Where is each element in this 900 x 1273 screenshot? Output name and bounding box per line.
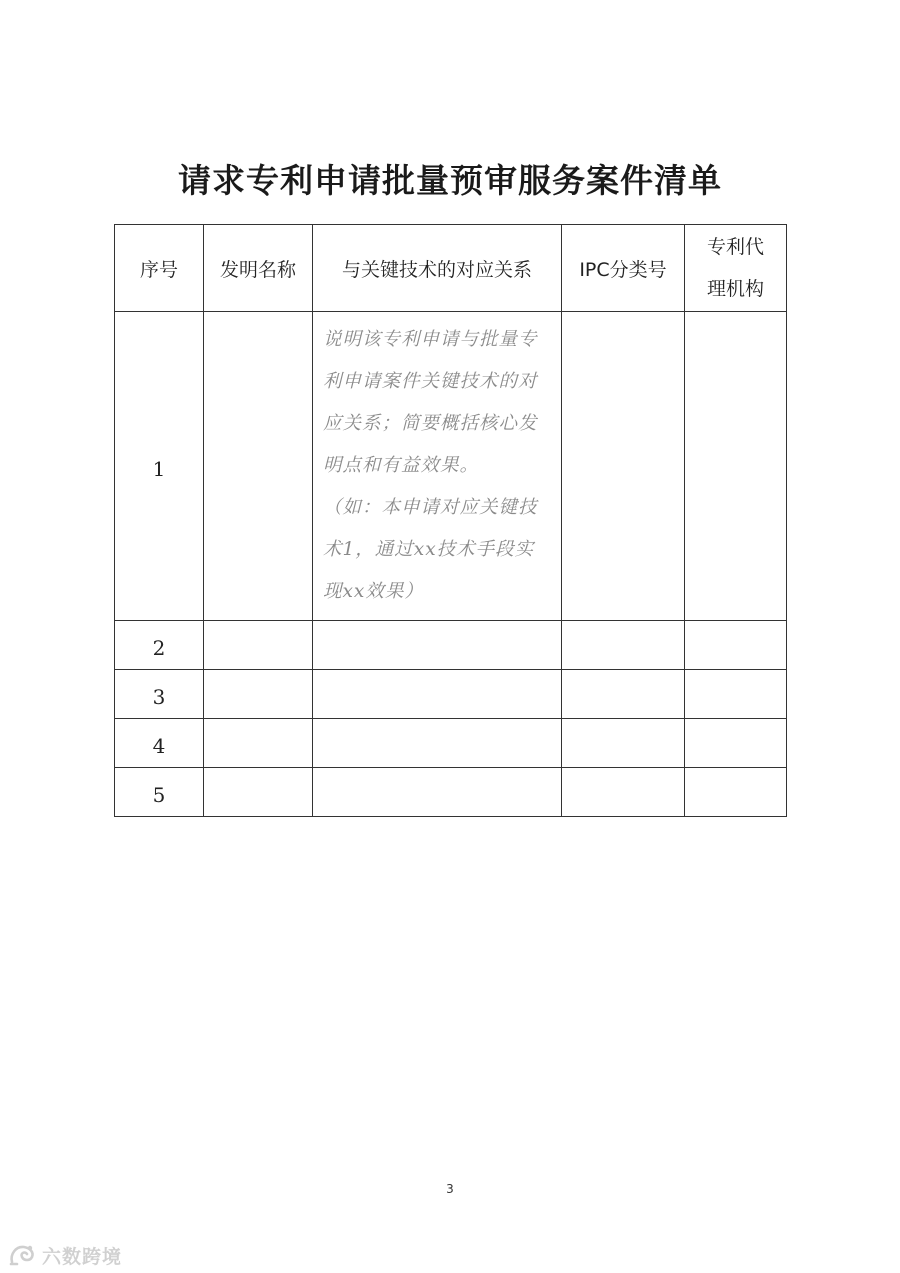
cell-key-tech-relation[interactable] bbox=[313, 670, 562, 719]
cell-invention-name[interactable] bbox=[204, 670, 313, 719]
header-key-tech-relation: 与关键技术的对应关系 bbox=[313, 225, 562, 312]
table-row bbox=[115, 719, 787, 768]
cell-ipc-class[interactable] bbox=[562, 719, 685, 768]
cell-patent-agency[interactable] bbox=[685, 768, 787, 817]
cell-patent-agency[interactable] bbox=[685, 670, 787, 719]
header-patent-agency bbox=[685, 225, 787, 312]
cell-invention-name[interactable] bbox=[204, 312, 313, 621]
table-row bbox=[115, 621, 787, 670]
relation-example-text: （如：本申请对应关键技术1，通过xx技术手段实现xx效果） bbox=[323, 497, 538, 602]
cell-patent-agency[interactable] bbox=[685, 312, 787, 621]
header-seq: 序号 bbox=[115, 225, 204, 312]
cell-ipc-class[interactable] bbox=[562, 768, 685, 817]
case-list-table bbox=[114, 224, 787, 817]
header-agency-line2: 理机构 bbox=[706, 278, 764, 300]
dragon-logo-icon bbox=[8, 1242, 38, 1268]
watermark-text: 六数跨境 bbox=[42, 1245, 123, 1268]
cell-patent-agency[interactable] bbox=[685, 719, 787, 768]
relation-hint-text: 说明该专利申请与批量专利申请案件关键技术的对应关系；简要概括核心发明点和有益效果。 bbox=[323, 329, 538, 476]
table-row bbox=[115, 312, 787, 621]
cell-key-tech-relation[interactable] bbox=[313, 621, 562, 670]
watermark bbox=[8, 1240, 122, 1270]
cell-invention-name[interactable] bbox=[204, 621, 313, 670]
cell-ipc-class[interactable] bbox=[562, 621, 685, 670]
cell-ipc-class[interactable] bbox=[562, 312, 685, 621]
cell-seq: 5 bbox=[115, 768, 204, 817]
cell-key-tech-relation[interactable] bbox=[313, 768, 562, 817]
table-row bbox=[115, 768, 787, 817]
table-header-row bbox=[115, 225, 787, 312]
cell-key-tech-relation[interactable] bbox=[313, 719, 562, 768]
table-row bbox=[115, 670, 787, 719]
header-ipc-class: IPC分类号 bbox=[562, 225, 685, 312]
page-title: 请求专利申请批量预审服务案件清单 bbox=[178, 161, 722, 200]
cell-patent-agency[interactable] bbox=[685, 621, 787, 670]
cell-seq: 1 bbox=[115, 312, 204, 621]
cell-ipc-class[interactable] bbox=[562, 670, 685, 719]
page-number: 3 bbox=[446, 1182, 454, 1196]
header-agency-line1: 专利代 bbox=[706, 236, 764, 258]
cell-seq: 4 bbox=[115, 719, 204, 768]
header-invention-name: 发明名称 bbox=[204, 225, 313, 312]
cell-invention-name[interactable] bbox=[204, 719, 313, 768]
cell-seq: 3 bbox=[115, 670, 204, 719]
cell-invention-name[interactable] bbox=[204, 768, 313, 817]
cell-seq: 2 bbox=[115, 621, 204, 670]
cell-key-tech-relation[interactable] bbox=[313, 312, 562, 621]
